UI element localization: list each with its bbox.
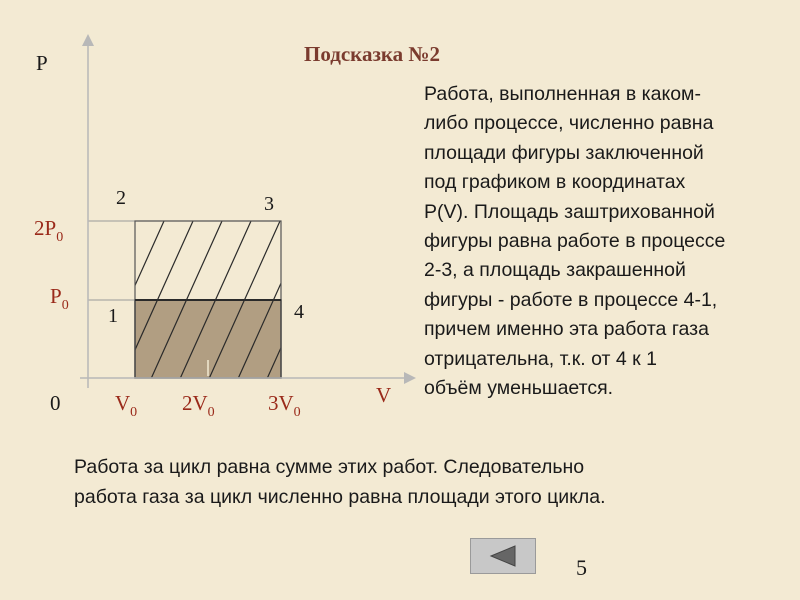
v-tick-2v0: $2V_0$ [182, 391, 215, 420]
origin-label: 0 [50, 391, 61, 415]
hint-line: Работа, выполненная в каком- [424, 83, 701, 105]
hint-line: площади фигуры заключенной [424, 141, 704, 164]
hint-line: фигуры - работе в процессе 4-1, [424, 288, 718, 311]
hint-title: Подсказка №2 [304, 42, 441, 66]
p-tick-p0: $P_0$ [50, 284, 69, 313]
hint-paragraph [424, 80, 796, 403]
point-label-4: 4 [294, 301, 304, 323]
hint-line: под графиком в координатах [424, 171, 686, 194]
conclusion-line: Работа за цикл равна сумме этих работ. Следовательно [74, 456, 585, 478]
p-tick-2p0: $2P_0$ [34, 216, 64, 245]
hint-line: 2-3, а площадь закрашенной [424, 259, 686, 282]
hint-line: причем именно эта работа газа [424, 318, 709, 341]
hint-line: либо процессе, численно равна [424, 112, 714, 135]
page-number: 5 [576, 555, 587, 580]
v-tick-3v0: $3V_0$ [268, 391, 301, 420]
hint-line: объём уменьшается. [424, 377, 614, 400]
point-label-2: 2 [116, 187, 126, 209]
point-label-1: 1 [108, 305, 118, 327]
triangle-left-icon [471, 539, 535, 573]
p-axis-label: P [36, 51, 48, 75]
hint-line: отрицательна, т.к. от 4 к 1 [424, 347, 657, 370]
point-label-3: 3 [264, 193, 274, 215]
conclusion-paragraph [74, 452, 774, 512]
v-tick-v0: $V_0$ [115, 391, 138, 420]
v-axis-label: V [376, 383, 392, 407]
conclusion-line: работа газа за цикл численно равна площади этого цикла. [74, 486, 606, 508]
back-button[interactable] [470, 538, 536, 574]
hint-line: P(V). Площадь заштрихованной [424, 200, 715, 223]
hint-line: фигуры равна работе в процессе [424, 230, 726, 253]
